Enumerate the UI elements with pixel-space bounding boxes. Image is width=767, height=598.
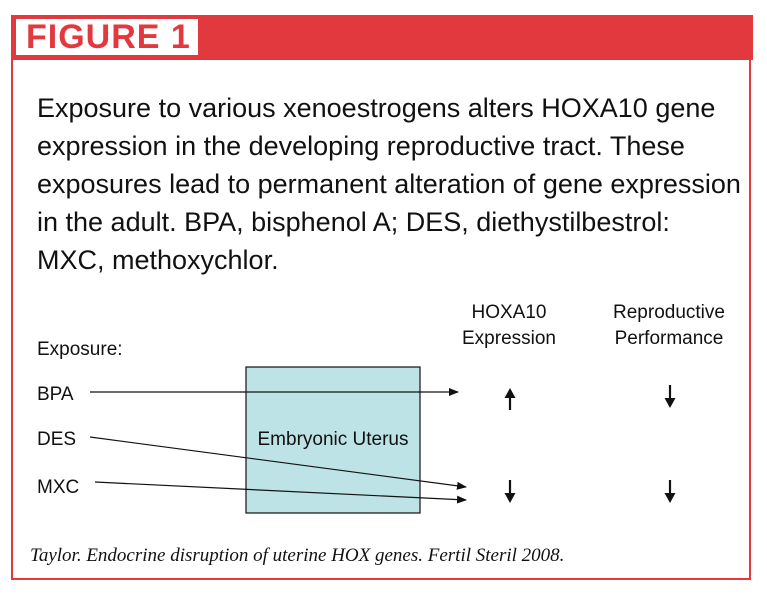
exposure-label-des: DES [37,429,77,450]
exposure-label-mxc: MXC [37,477,80,498]
bpa-reproductive-down-arrow [665,385,676,408]
des-mxc-reproductive-down-arrow [665,480,676,503]
bpa-hoxa10-up-arrow [505,388,516,410]
des-mxc-hoxa10-down-arrow [505,480,516,503]
reproductive-header-line2: Performance [614,328,724,349]
reproductive-header-line1: Reproductive [613,302,725,323]
figure-label: FIGURE 1 [16,19,198,55]
exposure-heading: Exposure: [37,339,123,360]
exposure-label-bpa: BPA [37,384,74,405]
hoxa10-header-line1: HOXA10 [471,302,547,323]
hoxa10-header-line2: Expression [462,328,556,349]
embryonic-uterus-label: Embryonic Uterus [257,429,409,450]
figure-caption: Exposure to various xenoestrogens alters HOXA10 gene expression in the developing reproductive tract. These exposures lead to permanent alteration of gene expression in the adult. BPA, bisphenol A; DES, diethystilbestrol: MXC, methoxychlor. [37,93,741,275]
citation: Taylor. Endocrine disruption of uterine HOX genes. Fertil Steril 2008. [30,545,565,566]
